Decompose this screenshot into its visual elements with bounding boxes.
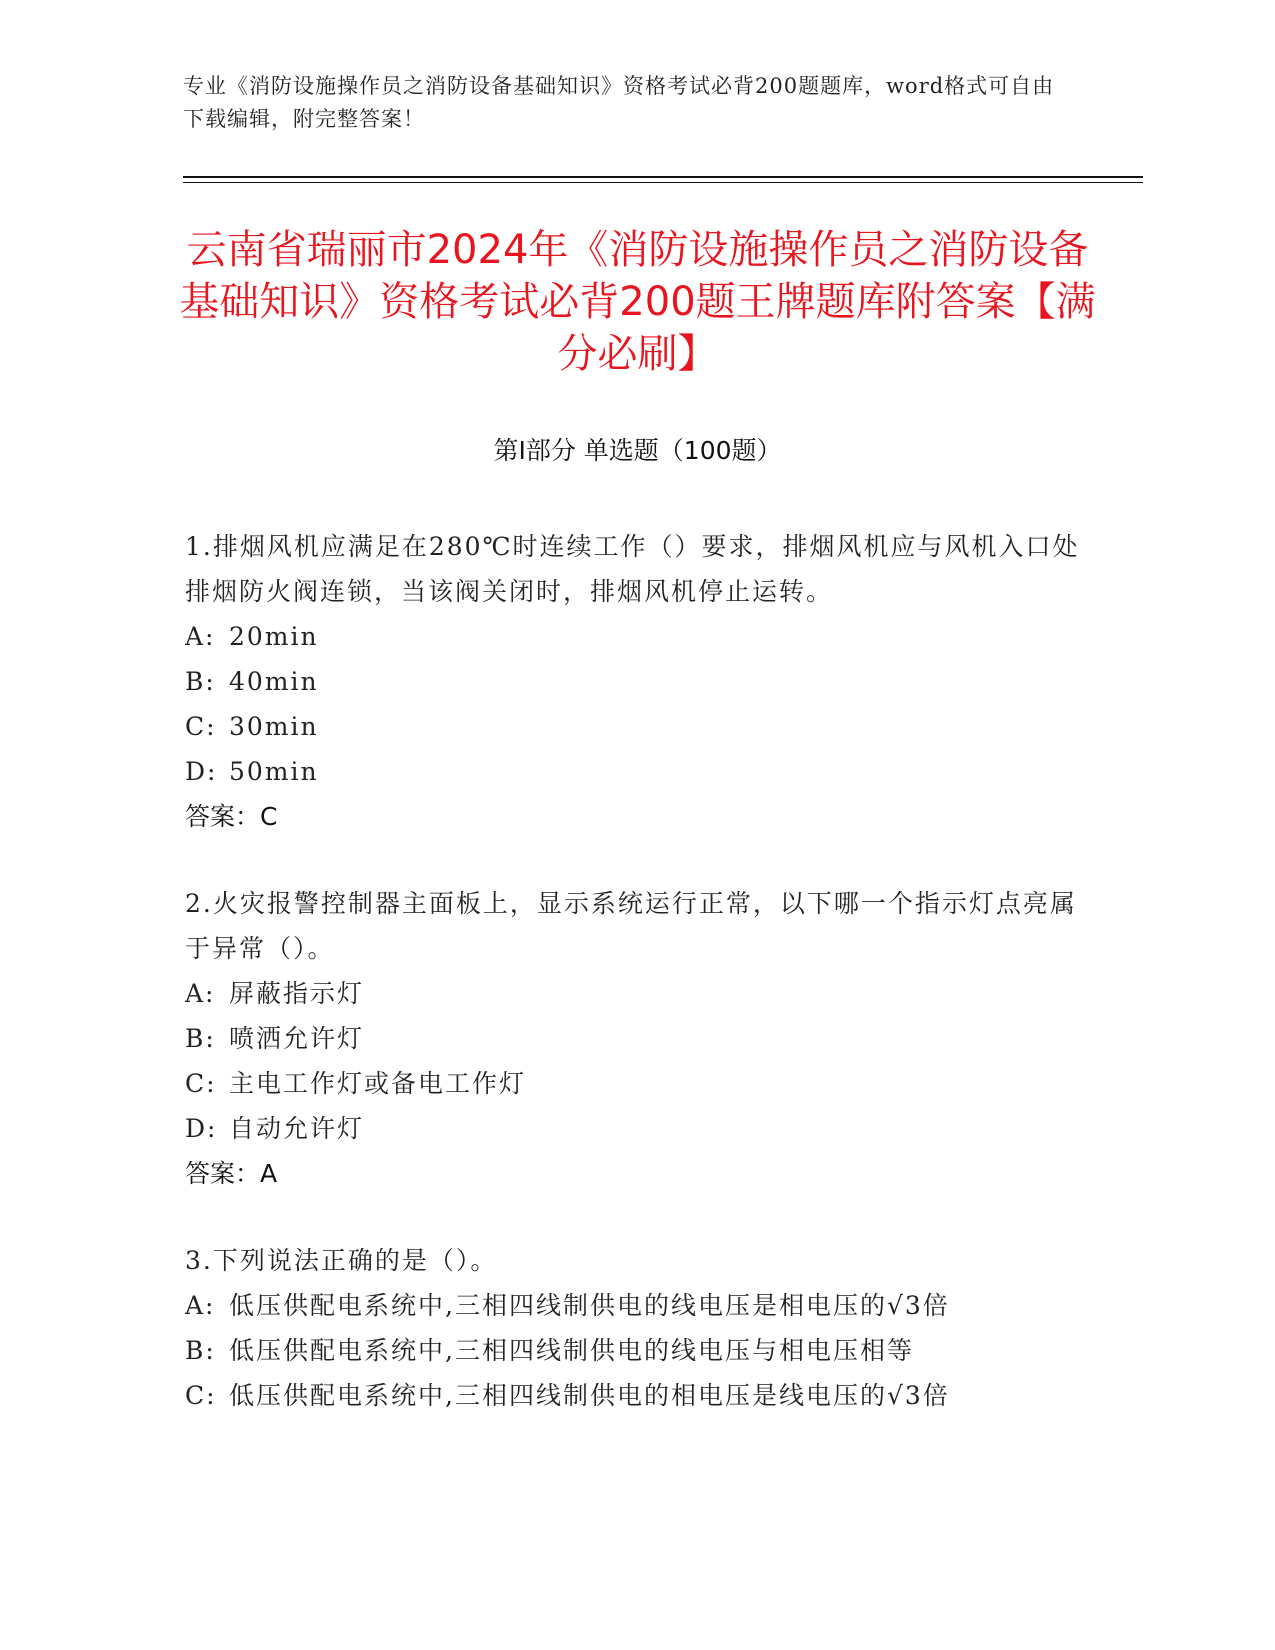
option-key: C: bbox=[185, 712, 217, 741]
section-title: 第I部分 单选题（100题） bbox=[493, 436, 782, 465]
option-d bbox=[185, 749, 1085, 794]
question-stem: 2.火灾报警控制器主面板上，显示系统运行正常，以下哪一个指示灯点亮属于异常（）。 bbox=[185, 889, 1077, 963]
option-c bbox=[185, 1373, 1085, 1418]
option-d bbox=[185, 1106, 1085, 1151]
option-key: B: bbox=[185, 1336, 216, 1365]
option-key: C: bbox=[185, 1069, 217, 1098]
header-rule-thick bbox=[183, 176, 1143, 178]
answer: 答案：A bbox=[185, 1159, 278, 1188]
option-a bbox=[185, 614, 1085, 659]
option-b bbox=[185, 659, 1085, 704]
option-a bbox=[185, 971, 1085, 1016]
option-key: D: bbox=[185, 1114, 218, 1143]
question-2 bbox=[185, 881, 1085, 1196]
option-key: D: bbox=[185, 757, 218, 786]
question-stem: 1.排烟风机应满足在280℃时连续工作（）要求，排烟风机应与风机入口处排烟防火阀连锁，当该阀关闭时，排烟风机停止运转。 bbox=[185, 532, 1080, 606]
answer: 答案：C bbox=[185, 802, 278, 831]
option-text: 屏蔽指示灯 bbox=[229, 979, 365, 1008]
option-text: 40min bbox=[229, 667, 319, 696]
option-b bbox=[185, 1016, 1085, 1061]
option-c bbox=[185, 704, 1085, 749]
document-title: 云南省瑞丽市2024年《消防设施操作员之消防设备基础知识》资格考试必背200题王牌题库附答案【满分必刷】 bbox=[179, 227, 1096, 377]
option-a bbox=[185, 1283, 1085, 1328]
option-c bbox=[185, 1061, 1085, 1106]
option-text: 低压供配电系统中,三相四线制供电的线电压是相电压的√3倍 bbox=[229, 1291, 950, 1320]
header-rule-thin bbox=[183, 182, 1143, 183]
question-1 bbox=[185, 524, 1085, 839]
option-key: B: bbox=[185, 1024, 216, 1053]
option-text: 30min bbox=[229, 712, 319, 741]
option-text: 20min bbox=[229, 622, 319, 651]
option-text: 主电工作灯或备电工作灯 bbox=[229, 1069, 527, 1098]
question-list bbox=[185, 524, 1085, 1460]
question-stem: 3.下列说法正确的是（）。 bbox=[185, 1246, 498, 1275]
option-key: A: bbox=[185, 979, 216, 1008]
option-key: C: bbox=[185, 1381, 217, 1410]
question-3 bbox=[185, 1238, 1085, 1418]
option-text: 低压供配电系统中,三相四线制供电的相电压是线电压的√3倍 bbox=[229, 1381, 950, 1410]
header-note: 专业《消防设施操作员之消防设备基础知识》资格考试必背200题题库，word格式可自由下载编辑，附完整答案！ bbox=[183, 74, 1055, 131]
option-b bbox=[185, 1328, 1085, 1373]
option-text: 低压供配电系统中,三相四线制供电的线电压与相电压相等 bbox=[229, 1336, 914, 1365]
option-key: A: bbox=[185, 622, 216, 651]
option-text: 自动允许灯 bbox=[229, 1114, 365, 1143]
option-key: B: bbox=[185, 667, 216, 696]
option-text: 喷洒允许灯 bbox=[229, 1024, 365, 1053]
option-key: A: bbox=[185, 1291, 216, 1320]
option-text: 50min bbox=[229, 757, 319, 786]
